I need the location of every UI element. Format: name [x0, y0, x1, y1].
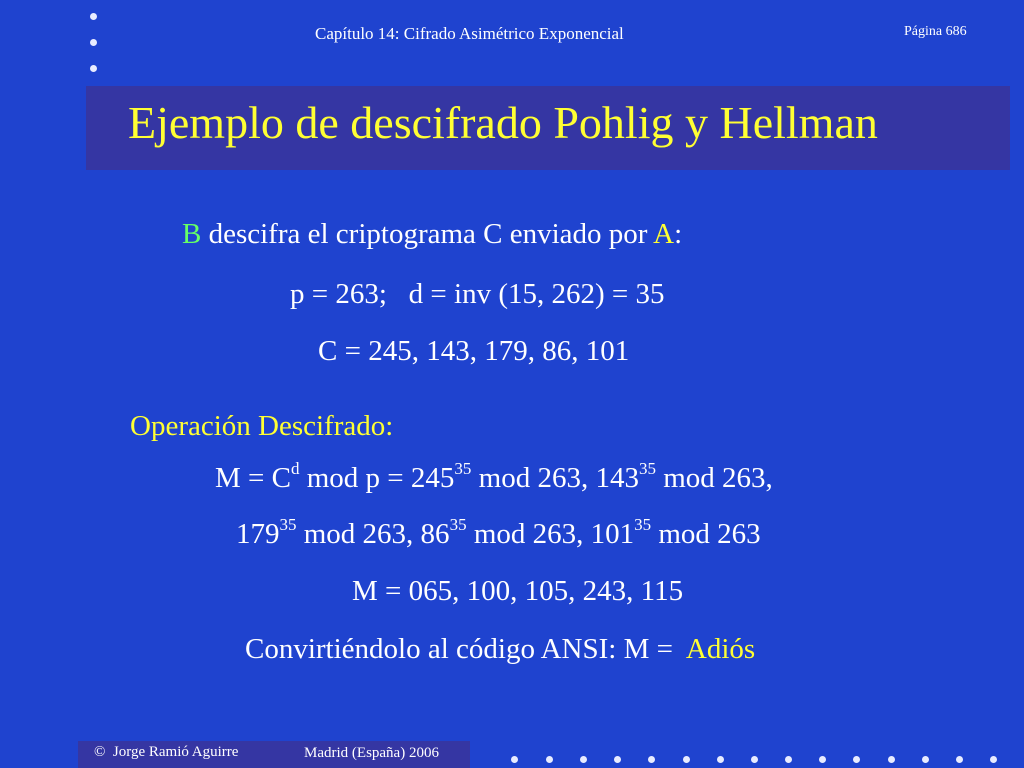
formula-text: mod 263 — [651, 518, 761, 550]
decor-dot — [90, 39, 97, 46]
ansi-word: Adiós — [685, 633, 756, 665]
decor-dot — [785, 756, 792, 763]
formula-line-1 — [215, 459, 773, 495]
formula-text: mod 263, — [655, 462, 773, 494]
slide-title: Ejemplo de descifrado Pohlig y Hellman — [128, 97, 878, 148]
decor-dot — [614, 756, 621, 763]
formula-exponent: 35 — [454, 459, 472, 478]
intro-text: descifra el criptograma C enviado por — [201, 218, 654, 250]
formula-text: mod 263, 101 — [466, 518, 635, 550]
intro-line — [182, 218, 682, 251]
title-bar — [86, 86, 1010, 170]
formula-text: mod 263, 143 — [471, 462, 639, 494]
decor-dot — [580, 756, 587, 763]
formula-line-2 — [236, 515, 761, 551]
decor-dot — [751, 756, 758, 763]
params-line: p = 263; d = inv (15, 262) = 35 — [290, 278, 665, 310]
formula-text: M = C — [215, 462, 291, 494]
decor-dot — [990, 756, 997, 763]
chapter-header: Capítulo 14: Cifrado Asimétrico Exponencial — [315, 24, 624, 43]
formula-exponent: 35 — [638, 459, 656, 478]
decor-dot — [922, 756, 929, 763]
decor-dot — [90, 13, 97, 20]
footer-author: © Jorge Ramió Aguirre — [94, 744, 239, 760]
decor-dot — [683, 756, 690, 763]
decor-dot — [511, 756, 518, 763]
plaintext-numbers-line: M = 065, 100, 105, 243, 115 — [352, 575, 684, 607]
decor-dot — [90, 65, 97, 72]
formula-exponent: d — [290, 459, 300, 478]
formula-exponent: 35 — [279, 515, 297, 534]
intro-colon: : — [674, 218, 683, 250]
party-b: B — [182, 218, 202, 250]
decor-dot — [648, 756, 655, 763]
formula-text: 179 — [236, 518, 280, 550]
decor-dot — [888, 756, 895, 763]
page-number: Página 686 — [904, 24, 967, 39]
formula-text: mod 263, 86 — [296, 518, 450, 550]
ansi-text: Convirtiéndolo al código ANSI: M = — [245, 633, 686, 665]
formula-exponent: 35 — [449, 515, 467, 534]
ansi-line — [245, 633, 755, 666]
operation-heading: Operación Descifrado: — [130, 410, 394, 442]
formula-exponent: 35 — [634, 515, 652, 534]
decor-dot — [956, 756, 963, 763]
formula-text: mod p = 245 — [299, 462, 455, 494]
ciphertext-line: C = 245, 143, 179, 86, 101 — [318, 335, 630, 367]
decor-dot — [717, 756, 724, 763]
party-a: A — [653, 218, 675, 250]
footer-place: Madrid (España) 2006 — [304, 745, 439, 761]
decor-dot — [819, 756, 826, 763]
decor-dot — [853, 756, 860, 763]
footer-bar — [78, 741, 470, 768]
decor-dot — [546, 756, 553, 763]
